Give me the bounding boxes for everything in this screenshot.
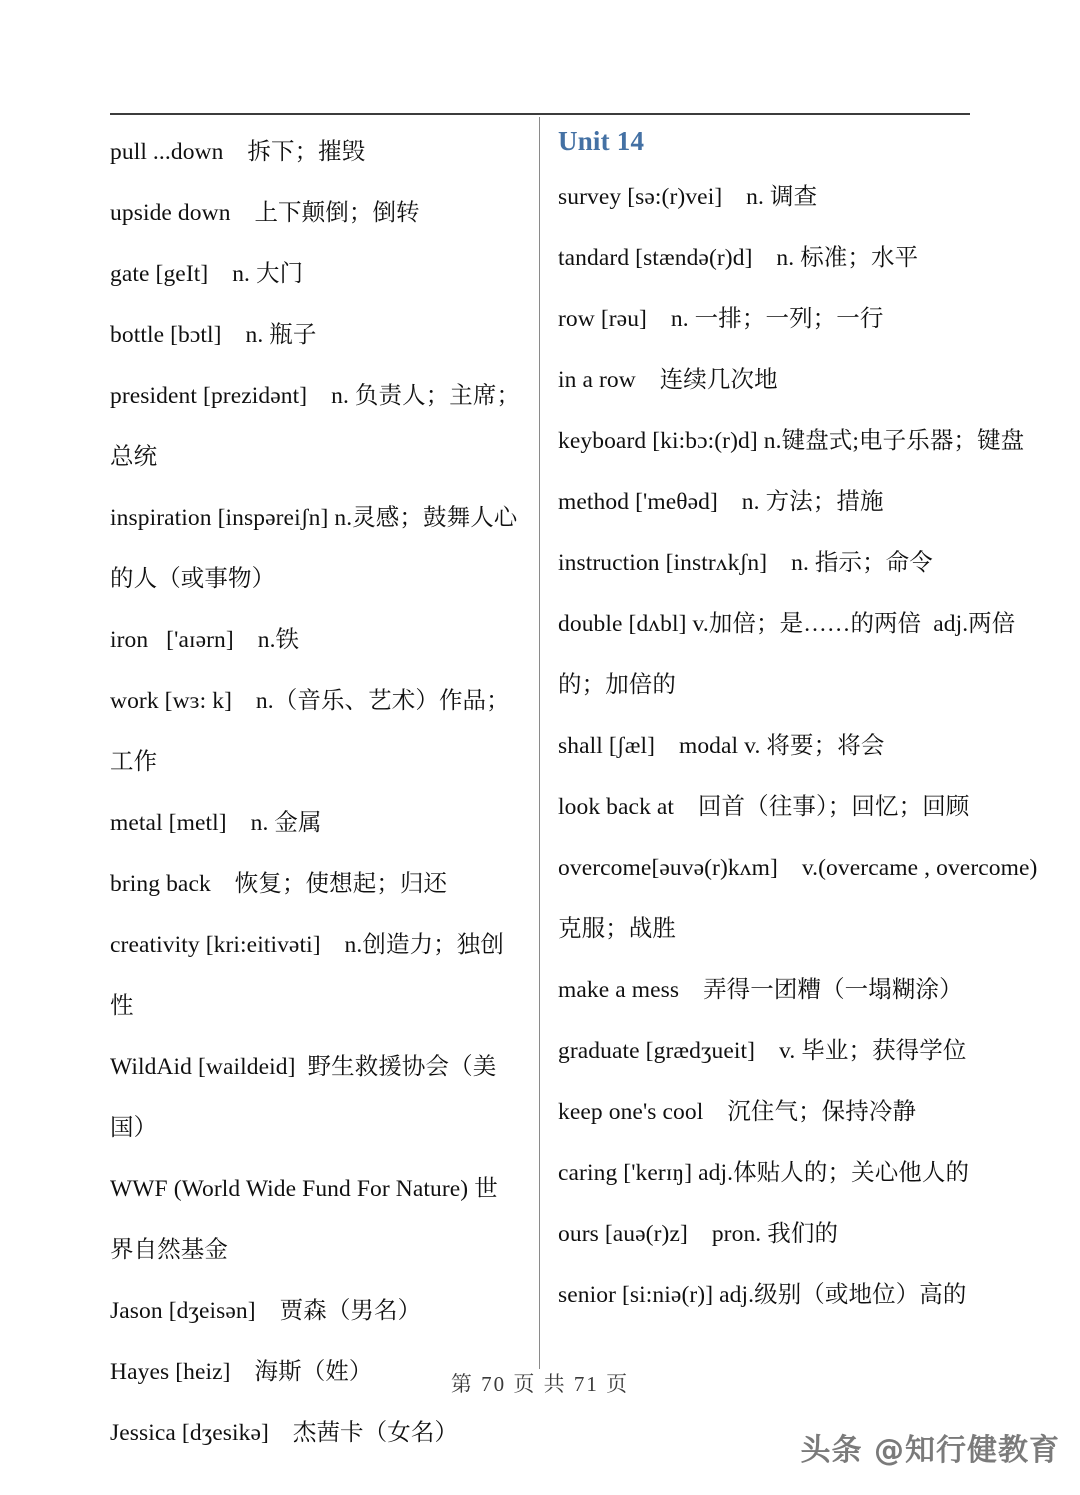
vocabulary-entry: work [wɜ: k] n.（音乐、艺术）作品；工作 [110, 688, 510, 775]
vocabulary-entry: Hayes [heiz] 海斯（姓） [110, 1359, 373, 1385]
vocabulary-entry: in a row 连续几次地 [558, 367, 778, 393]
vocabulary-entry: instruction [instrʌkʃn] n. 指示；命令 [558, 550, 933, 576]
vocabulary-entry: bottle [bɔtl] n. 瓶子 [110, 322, 317, 348]
vocabulary-entry: pull ...down 拆下；摧毁 [110, 139, 366, 165]
vocabulary-entry: iron ['aɪərn] n.铁 [110, 627, 300, 653]
vocabulary-entry: double [dʌbl] v.加倍；是……的两倍 adj.两倍的；加倍的 [558, 611, 1016, 698]
vocabulary-entry: survey [sə:(r)vei] n. 调查 [558, 184, 818, 210]
top-horizontal-rule [110, 113, 970, 115]
vocabulary-entry: Jessica [dʒesikə] 杰茜卡（女名） [110, 1420, 459, 1446]
vocabulary-entry: Jason [dʒeisən] 贾森（男名） [110, 1298, 422, 1324]
vocabulary-entry: gate [geIt] n. 大门 [110, 261, 304, 287]
vocabulary-entry: overcome[əuvə(r)kʌm] v.(overcame , overcome) 克服；战胜 [558, 855, 1044, 942]
vocabulary-entry: row [rəu] n. 一排；一列；一行 [558, 306, 884, 332]
two-column-body [0, 122, 1080, 1464]
vocabulary-entry: ours [auə(r)z] pron. 我们的 [558, 1221, 839, 1247]
right-column [539, 122, 1080, 1326]
vocabulary-entry: graduate [grædʒueit] v. 毕业；获得学位 [558, 1038, 967, 1064]
vocabulary-entry: bring back 恢复；使想起；归还 [110, 871, 448, 897]
vocabulary-entry: look back at 回首（往事）；回忆；回顾 [558, 794, 970, 820]
vocabulary-entry: metal [metl] n. 金属 [110, 810, 322, 836]
vocabulary-entry: senior [si:niə(r)] adj.级别（或地位）高的 [558, 1282, 967, 1308]
vocabulary-entry: tandard [stændə(r)d] n. 标准；水平 [558, 245, 919, 271]
vocabulary-entry: keep one's cool 沉住气；保持冷静 [558, 1099, 917, 1125]
unit-heading: Unit 14 [558, 126, 645, 156]
vocabulary-entry: WildAid [waildeid] 野生救援协会（美国） [110, 1054, 497, 1141]
vocabulary-entry: WWF (World Wide Fund For Nature) 世界自然基金 [110, 1176, 498, 1263]
vocabulary-entry: make a mess 弄得一团糟（一塌糊涂） [558, 977, 963, 1003]
vocabulary-entry: upside down 上下颠倒；倒转 [110, 200, 420, 226]
page-number-footer: 第 70 页 共 71 页 [450, 1372, 630, 1396]
watermark: 头条 @知行健教育 [800, 1433, 1060, 1468]
vocabulary-entry: creativity [kri:eitivəti] n.创造力；独创性 [110, 932, 504, 1019]
left-column [0, 122, 539, 1464]
vocabulary-entry: president [prezidənt] n. 负责人；主席；总统 [110, 383, 521, 470]
vocabulary-entry: keyboard [ki:bɔ:(r)d] n.键盘式;电子乐器；键盘 method ['meθəd] n. 方法；措施 [558, 428, 1031, 515]
vocabulary-entry: caring ['kerɪŋ] adj.体贴人的；关心他人的 [558, 1160, 970, 1186]
vocabulary-entry: inspiration [inspəreiʃn] n.灵感；鼓舞人心的人（或事物） [110, 505, 518, 592]
vocabulary-entry: shall [ʃæl] modal v. 将要；将会 [558, 733, 885, 759]
